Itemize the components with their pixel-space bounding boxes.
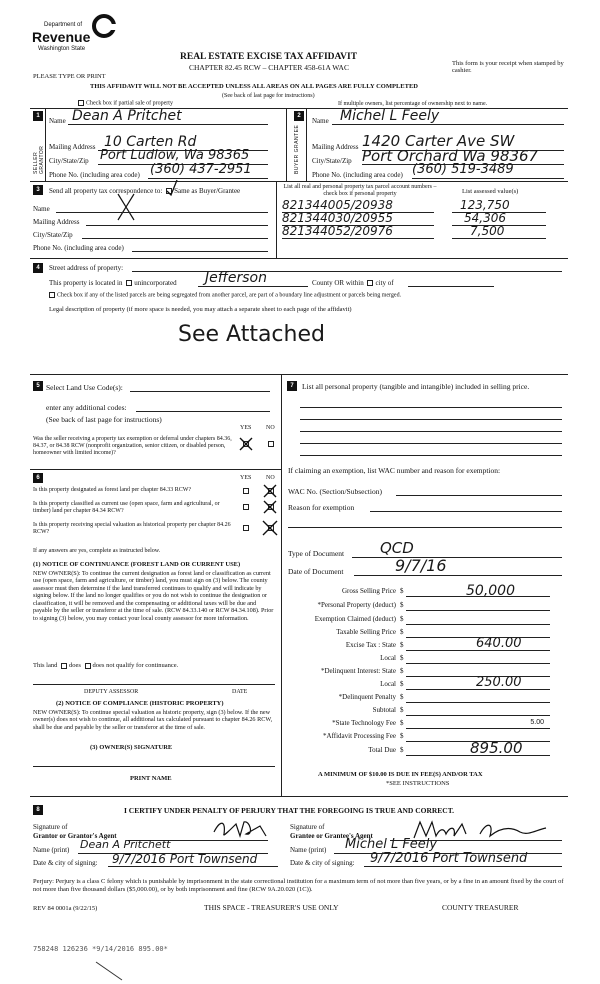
middle-vrule xyxy=(281,375,282,796)
city-of-line xyxy=(408,286,494,287)
notice1-title: (1) NOTICE OF CONTINUANCE (FOREST LAND OR CURRENT USE) xyxy=(33,561,241,568)
fee-delinquent-local xyxy=(288,675,550,691)
buyer-side-label: BUYER GRANTEE xyxy=(294,124,300,174)
parcel-3-value[interactable]: 7,500 xyxy=(470,224,505,238)
county-value[interactable]: Jefferson xyxy=(205,270,267,286)
this-land-label: This land xyxy=(33,662,58,669)
fee-excise-state xyxy=(288,636,550,652)
type-doc-value[interactable]: QCD xyxy=(380,539,414,557)
land-use-label: Select Land Use Code(s): xyxy=(46,383,123,392)
buyer-name[interactable]: Michel L Feely xyxy=(340,108,440,124)
see-back-text: (See back of last page for instructions) xyxy=(222,93,315,99)
fee-tech xyxy=(288,719,550,730)
grantor-name-value[interactable]: Dean A Pritchett xyxy=(80,838,171,851)
grantor-agent-label: Grantor or Grantor's Agent xyxy=(33,832,117,840)
local-label: Local xyxy=(380,654,396,662)
exemption-claim-label: If claiming an exemption, list WAC number and reason for exemption: xyxy=(288,466,501,475)
street-address-label: Street address of property: xyxy=(49,264,124,272)
sec3-name-label: Name xyxy=(33,205,50,213)
rule-before-6 xyxy=(30,469,281,470)
county-or-label: County OR within xyxy=(312,279,364,287)
buyer-name-label: Name xyxy=(312,117,329,125)
buyer-city-label: City/State/Zip xyxy=(312,157,352,165)
list-personal-label: List all personal property (tangible and intangible) included in selling price. xyxy=(302,382,530,391)
owner-signature-label: (3) OWNER(S) SIGNATURE xyxy=(90,744,173,751)
local-line xyxy=(406,663,550,664)
personal-line-4 xyxy=(300,443,562,444)
section1-vrule xyxy=(45,109,46,181)
gross-value[interactable]: 50,000 xyxy=(466,583,515,599)
section3-vrule xyxy=(276,182,277,258)
personal-line-5 xyxy=(300,455,562,456)
see-instructions: *SEE INSTRUCTIONS xyxy=(386,780,450,787)
delinquent-local-dollar: $ xyxy=(400,680,404,688)
additional-codes-line xyxy=(136,411,270,412)
section-4-number: 4 xyxy=(33,263,43,273)
multiple-owners-note: If multiple owners, list percentage of ownership next to name. xyxy=(338,101,488,107)
grantee-sig-label-1: Signature of xyxy=(290,823,325,831)
section-8-number: 8 xyxy=(33,805,43,815)
agency-line3: Washington State xyxy=(38,46,86,52)
rule-after-4 xyxy=(30,374,568,375)
sec6-yes: YES xyxy=(240,475,252,481)
tech-fee-dollar: $ xyxy=(400,719,404,727)
land-use-line xyxy=(130,391,270,392)
date-doc-line xyxy=(354,575,562,576)
grantor-date-label: Date & city of signing: xyxy=(33,859,98,867)
sec5-see-back: (See back of last page for instructions) xyxy=(46,415,162,424)
seller-address[interactable]: 10 Carten Rd xyxy=(104,134,197,150)
fee-local xyxy=(288,654,550,665)
reason-line-1 xyxy=(370,511,562,512)
seller-side-label: SELLER GRANTOR xyxy=(33,145,45,174)
parcel-3-value-line xyxy=(452,238,546,239)
partial-sale-label: Check box if partial sale of property xyxy=(86,100,173,107)
total-value[interactable]: 895.00 xyxy=(470,739,523,757)
section-2-number: 2 xyxy=(294,111,304,121)
does-checkbox[interactable] xyxy=(61,663,67,669)
located-in xyxy=(49,279,177,287)
section2-vrule xyxy=(306,109,307,181)
wac-label: WAC No. (Section/Subsection) xyxy=(288,487,382,496)
section-3-number: 3 xyxy=(33,185,43,195)
personal-line-3 xyxy=(300,431,562,432)
grantee-name-label: Name (print) xyxy=(290,846,327,854)
parcel-3-line xyxy=(282,238,434,239)
agency-line1: Department of xyxy=(44,22,83,28)
sec6-q2: Is this property classified as current use (open space, farm and agricultural, or timber) land per chapter 84.34 RCW? xyxy=(33,501,220,514)
section-1-number: 1 xyxy=(33,111,43,121)
exemption-question: Was the seller receiving a property tax exemption or deferral under chapters 84.36, 84.37, or 84.38 RCW (nonprofit organization, senior citizen, or disabled person, homeowner with limited income)? xyxy=(33,436,232,456)
strike-x-icon xyxy=(116,192,136,222)
unincorporated-checkbox[interactable] xyxy=(126,280,132,286)
unincorporated-label: unincorporated xyxy=(134,279,177,287)
perjury-text: Perjury: Perjury is a class C felony which is punishable by imprisonment in the state correctional institution for a maximum term of not more than five years, or by a fine in an amount fixed by the court of not more than five thousand dollars ($5,000.00), or by both imprisonment and fine (RCW 9A.20.020 (1C)). xyxy=(33,878,564,894)
buyer-address-label: Mailing Address xyxy=(312,143,359,151)
street-address-line xyxy=(132,271,562,272)
section-6-number: 6 xyxy=(33,473,43,483)
grantee-date-label: Date & city of signing: xyxy=(290,859,355,867)
sec3-phone-line xyxy=(132,251,268,252)
grantee-agent-label: Grantee or Grantee's Agent xyxy=(290,832,373,840)
excise-state-value[interactable]: 640.00 xyxy=(476,636,522,651)
owner-signature-line xyxy=(33,766,275,767)
segregated-label: Check box if any of the listed parcels are being segregated from another parcel, are part of a boundary line adjustment or parcels being merged. xyxy=(57,292,402,299)
grantor-sig-label-1: Signature of xyxy=(33,823,68,831)
gross-label: Gross Selling Price xyxy=(341,587,396,595)
rule-after-3 xyxy=(30,258,568,259)
delinquent-state-label: *Delinquent Interest: State xyxy=(320,667,396,675)
notice2-title: (2) NOTICE OF COMPLIANCE (HISTORIC PROPERTY) xyxy=(56,700,224,707)
taxable-dollar: $ xyxy=(400,628,404,636)
taxable-label: Taxable Selling Price xyxy=(336,628,396,636)
date-doc-label: Date of Document xyxy=(288,567,344,576)
personal-line-1 xyxy=(300,407,562,408)
notice1-body: NEW OWNER(S): To continue the current designation as forest land or classification as current use (open space, farm and agriculture, or timber) land, you must sign on (3) below. The county assessor must then determine if the land transferred continues to qualify and will indicate by signing below. If the land no longer qualifies or you do not wish to continue the designation or classification, it will be removed and the compensating or additional taxes will be due and payable by the seller or transferor at the time of sale. (RCW 84.33.140 or RCW 84.34.108). Prior to signing (3) below, you may contact your local county assessor for more information. xyxy=(33,570,274,622)
date-doc-value[interactable]: 9/7/16 xyxy=(395,556,447,575)
sec3-address-line xyxy=(86,225,268,226)
parcel-1-value[interactable]: 123,750 xyxy=(460,198,510,212)
seller-phone-label: Phone No. (including area code) xyxy=(49,171,140,179)
excise-state-dollar: $ xyxy=(400,641,404,649)
assessed-header: List assessed value(s) xyxy=(462,188,519,195)
minimum-note: A MINIMUM OF $10.00 IS DUE IN FEE(S) AND/OR TAX xyxy=(318,771,483,778)
seller-address-label: Mailing Address xyxy=(49,143,96,151)
send-correspondence xyxy=(49,187,240,195)
fee-personal xyxy=(288,601,550,612)
send-correspondence-label: Send all property tax correspondence to: xyxy=(49,187,163,195)
city-checkbox[interactable] xyxy=(367,280,373,286)
seller-city[interactable]: Port Ludlow, Wa 98365 xyxy=(100,148,250,163)
tech-fee-value: 5.00 xyxy=(530,719,544,726)
certify-text: I CERTIFY UNDER PENALTY OF PERJURY THAT THE FOREGOING IS TRUE AND CORRECT. xyxy=(124,806,455,815)
excise-state-label: Excise Tax : State xyxy=(345,641,396,649)
delinquent-local-value[interactable]: 250.00 xyxy=(476,675,522,690)
gross-dollar: $ xyxy=(400,587,404,595)
form-title: REAL ESTATE EXCISE TAX AFFIDAVIT xyxy=(180,52,358,62)
q3-yes-checkbox[interactable] xyxy=(243,525,249,531)
partial-sale-checkbox[interactable] xyxy=(78,100,84,106)
same-as-buyer-checkbox[interactable] xyxy=(166,188,172,194)
q1-yes-checkbox[interactable] xyxy=(243,488,249,494)
sec5-yes: YES xyxy=(240,425,252,431)
subtotal-line xyxy=(406,715,550,716)
q1-x-mark-icon xyxy=(262,483,278,499)
parcel-3-number[interactable]: 821344052/20976 xyxy=(282,224,393,238)
grantor-name-label: Name (print) xyxy=(33,846,70,854)
does-label: does xyxy=(69,662,81,669)
county-treasurer: COUNTY TREASURER xyxy=(442,903,519,912)
partial-sale xyxy=(76,100,173,107)
parcel-1-number[interactable]: 821344005/20938 xyxy=(282,198,393,212)
additional-codes-label: enter any additional codes: xyxy=(46,403,127,412)
delinquent-penalty-line xyxy=(406,702,550,703)
subtotal-label: Subtotal xyxy=(372,706,396,714)
warning-text: THIS AFFIDAVIT WILL NOT BE ACCEPTED UNLESS ALL AREAS ON ALL PAGES ARE FULLY COMPLETED xyxy=(90,83,418,90)
sec3-city-line xyxy=(82,238,268,239)
type-doc-label: Type of Document xyxy=(288,549,345,558)
sec3-name-line xyxy=(56,212,268,213)
deputy-label: DEPUTY ASSESSOR xyxy=(84,689,139,695)
parcel-2-number[interactable]: 821344030/20955 xyxy=(282,211,393,225)
legal-desc-label: Legal description of property (if more space is needed, you may attach a separate sheet to each page of the affidavit) xyxy=(49,306,352,313)
fee-exemption xyxy=(288,615,550,626)
affidavit-fee-label: *Affidavit Processing Fee xyxy=(323,732,396,740)
delinquent-state-dollar: $ xyxy=(400,667,404,675)
form-chapter: CHAPTER 82.45 RCW – CHAPTER 458-61A WAC xyxy=(189,63,349,72)
city-of-label: city of xyxy=(375,279,394,287)
subtotal-dollar: $ xyxy=(400,706,404,714)
rev-number: REV 84 0001a (9/22/15) xyxy=(33,905,98,912)
rule-after-1-2 xyxy=(30,181,568,182)
total-dollar: $ xyxy=(400,746,404,754)
does-not-checkbox[interactable] xyxy=(85,663,91,669)
grantee-name-value[interactable]: Michel L Feely xyxy=(345,837,438,852)
personal-line xyxy=(406,610,550,611)
buyer-phone-line xyxy=(412,178,564,179)
segregated-checkbox[interactable] xyxy=(49,292,55,298)
tech-fee-line xyxy=(406,728,550,729)
please-type: PLEASE TYPE OR PRINT xyxy=(33,73,106,80)
section-5-number: 5 xyxy=(33,381,43,391)
q2-yes-checkbox[interactable] xyxy=(243,504,249,510)
sec5-no-checkbox[interactable] xyxy=(268,441,274,447)
sec6-q1: Is this property designated as forest land per chapter 84.33 RCW? xyxy=(33,487,192,493)
reason-line-2 xyxy=(288,527,562,528)
total-label: Total Due xyxy=(368,746,396,754)
located-prefix: This property is located in xyxy=(49,279,123,287)
sec3-phone-label: Phone No. (including area code) xyxy=(33,244,124,252)
delinquent-penalty-label: *Delinquent Penalty xyxy=(338,693,396,701)
does-not-label: does not qualify for continuance. xyxy=(92,662,179,669)
legal-desc-value[interactable]: See Attached xyxy=(178,322,325,347)
agency-logo xyxy=(32,12,126,62)
seller-name-line xyxy=(68,124,268,125)
rule-before-8 xyxy=(30,796,568,797)
buyer-address[interactable]: 1420 Carter Ave SW xyxy=(362,132,515,150)
grantee-date-value[interactable]: 9/7/2016 Port Townsend xyxy=(370,851,528,866)
segregated-row xyxy=(47,292,401,299)
treasurer-space: THIS SPACE - TREASURER'S USE ONLY xyxy=(204,903,339,912)
parcel-2-value[interactable]: 54,306 xyxy=(464,211,506,225)
checkmark-icon xyxy=(165,179,179,197)
buyer-city[interactable]: Port Orchard Wa 98367 xyxy=(362,147,539,165)
section-7-number: 7 xyxy=(287,381,297,391)
seller-city-label: City/State/Zip xyxy=(49,157,89,165)
seller-name-label: Name xyxy=(49,117,66,125)
fee-gross xyxy=(288,583,550,599)
sec6-q3: Is this property receiving special valuation as historical property per chapter 84.26 RCW? xyxy=(33,522,231,535)
county-or-within xyxy=(312,279,394,287)
sec3-address-label: Mailing Address xyxy=(33,218,80,226)
deputy-line xyxy=(33,684,275,685)
sec6-no: NO xyxy=(266,475,275,481)
sec5-x-mark-icon xyxy=(238,436,254,452)
exemption-line xyxy=(406,624,550,625)
this-land-row xyxy=(33,662,178,669)
personal-label: *Personal Property (deduct) xyxy=(317,601,396,609)
exemption-dollar: $ xyxy=(400,615,404,623)
personal-dollar: $ xyxy=(400,601,404,609)
tech-fee-label: *State Technology Fee xyxy=(332,719,396,727)
same-as-buyer-label: Same as Buyer/Grantee xyxy=(174,187,241,195)
sec5-no: NO xyxy=(266,425,275,431)
section-divider-1-2 xyxy=(286,109,287,181)
reason-label: Reason for exemption xyxy=(288,503,355,512)
agency-swirl-icon xyxy=(92,13,116,39)
delinquent-penalty-dollar: $ xyxy=(400,693,404,701)
wac-line xyxy=(396,495,562,496)
q3-x-mark-icon xyxy=(261,519,279,537)
affidavit-fee-dollar: $ xyxy=(400,732,404,740)
grantor-date-value[interactable]: 9/7/2016 Port Townsend xyxy=(112,852,258,866)
fee-subtotal xyxy=(288,706,550,717)
delinquent-local-label: Local xyxy=(380,680,396,688)
notice2-body: NEW OWNER(S): To continue special valuation as historic property, sign (3) below. If the new owner(s) does not wish to continue, all additional tax calculated pursuant to chapter 84.26 RCW, shall be due and payable by the seller or transferor at the time of sale. xyxy=(33,709,273,731)
receipt-note: This form is your receipt when stamped by cashier. xyxy=(452,60,564,75)
grantor-signature[interactable] xyxy=(210,818,270,840)
if-yes-text: If any answers are yes, complete as instructed below. xyxy=(33,548,161,554)
buyer-phone[interactable]: (360) 519-3489 xyxy=(412,162,514,177)
county-line xyxy=(198,286,308,287)
seller-phone[interactable]: (360) 437-2951 xyxy=(150,162,252,177)
local-dollar: $ xyxy=(400,654,404,662)
print-name-label: PRINT NAME xyxy=(130,775,172,782)
fee-delinquent-penalty xyxy=(288,693,550,704)
buyer-name-line xyxy=(332,124,564,125)
stamp-tick-icon xyxy=(92,960,132,982)
fee-total xyxy=(288,739,550,757)
buyer-phone-label: Phone No. (including area code) xyxy=(312,171,403,179)
exemption-label: Exemption Claimed (deduct) xyxy=(314,615,396,623)
deputy-date-label: DATE xyxy=(232,689,248,695)
receipt-stamp: 758248 126236 *9/14/2016 895.00* xyxy=(33,945,168,953)
sec3-city-label: City/State/Zip xyxy=(33,231,73,239)
seller-name[interactable]: Dean A Pritchet xyxy=(72,108,182,124)
personal-line-2 xyxy=(300,419,562,420)
q2-x-mark-icon xyxy=(262,499,278,515)
agency-line2: Revenue xyxy=(32,29,91,45)
parcel-header: List all real and personal property tax parcel account numbers – check box if personal property xyxy=(283,184,437,197)
